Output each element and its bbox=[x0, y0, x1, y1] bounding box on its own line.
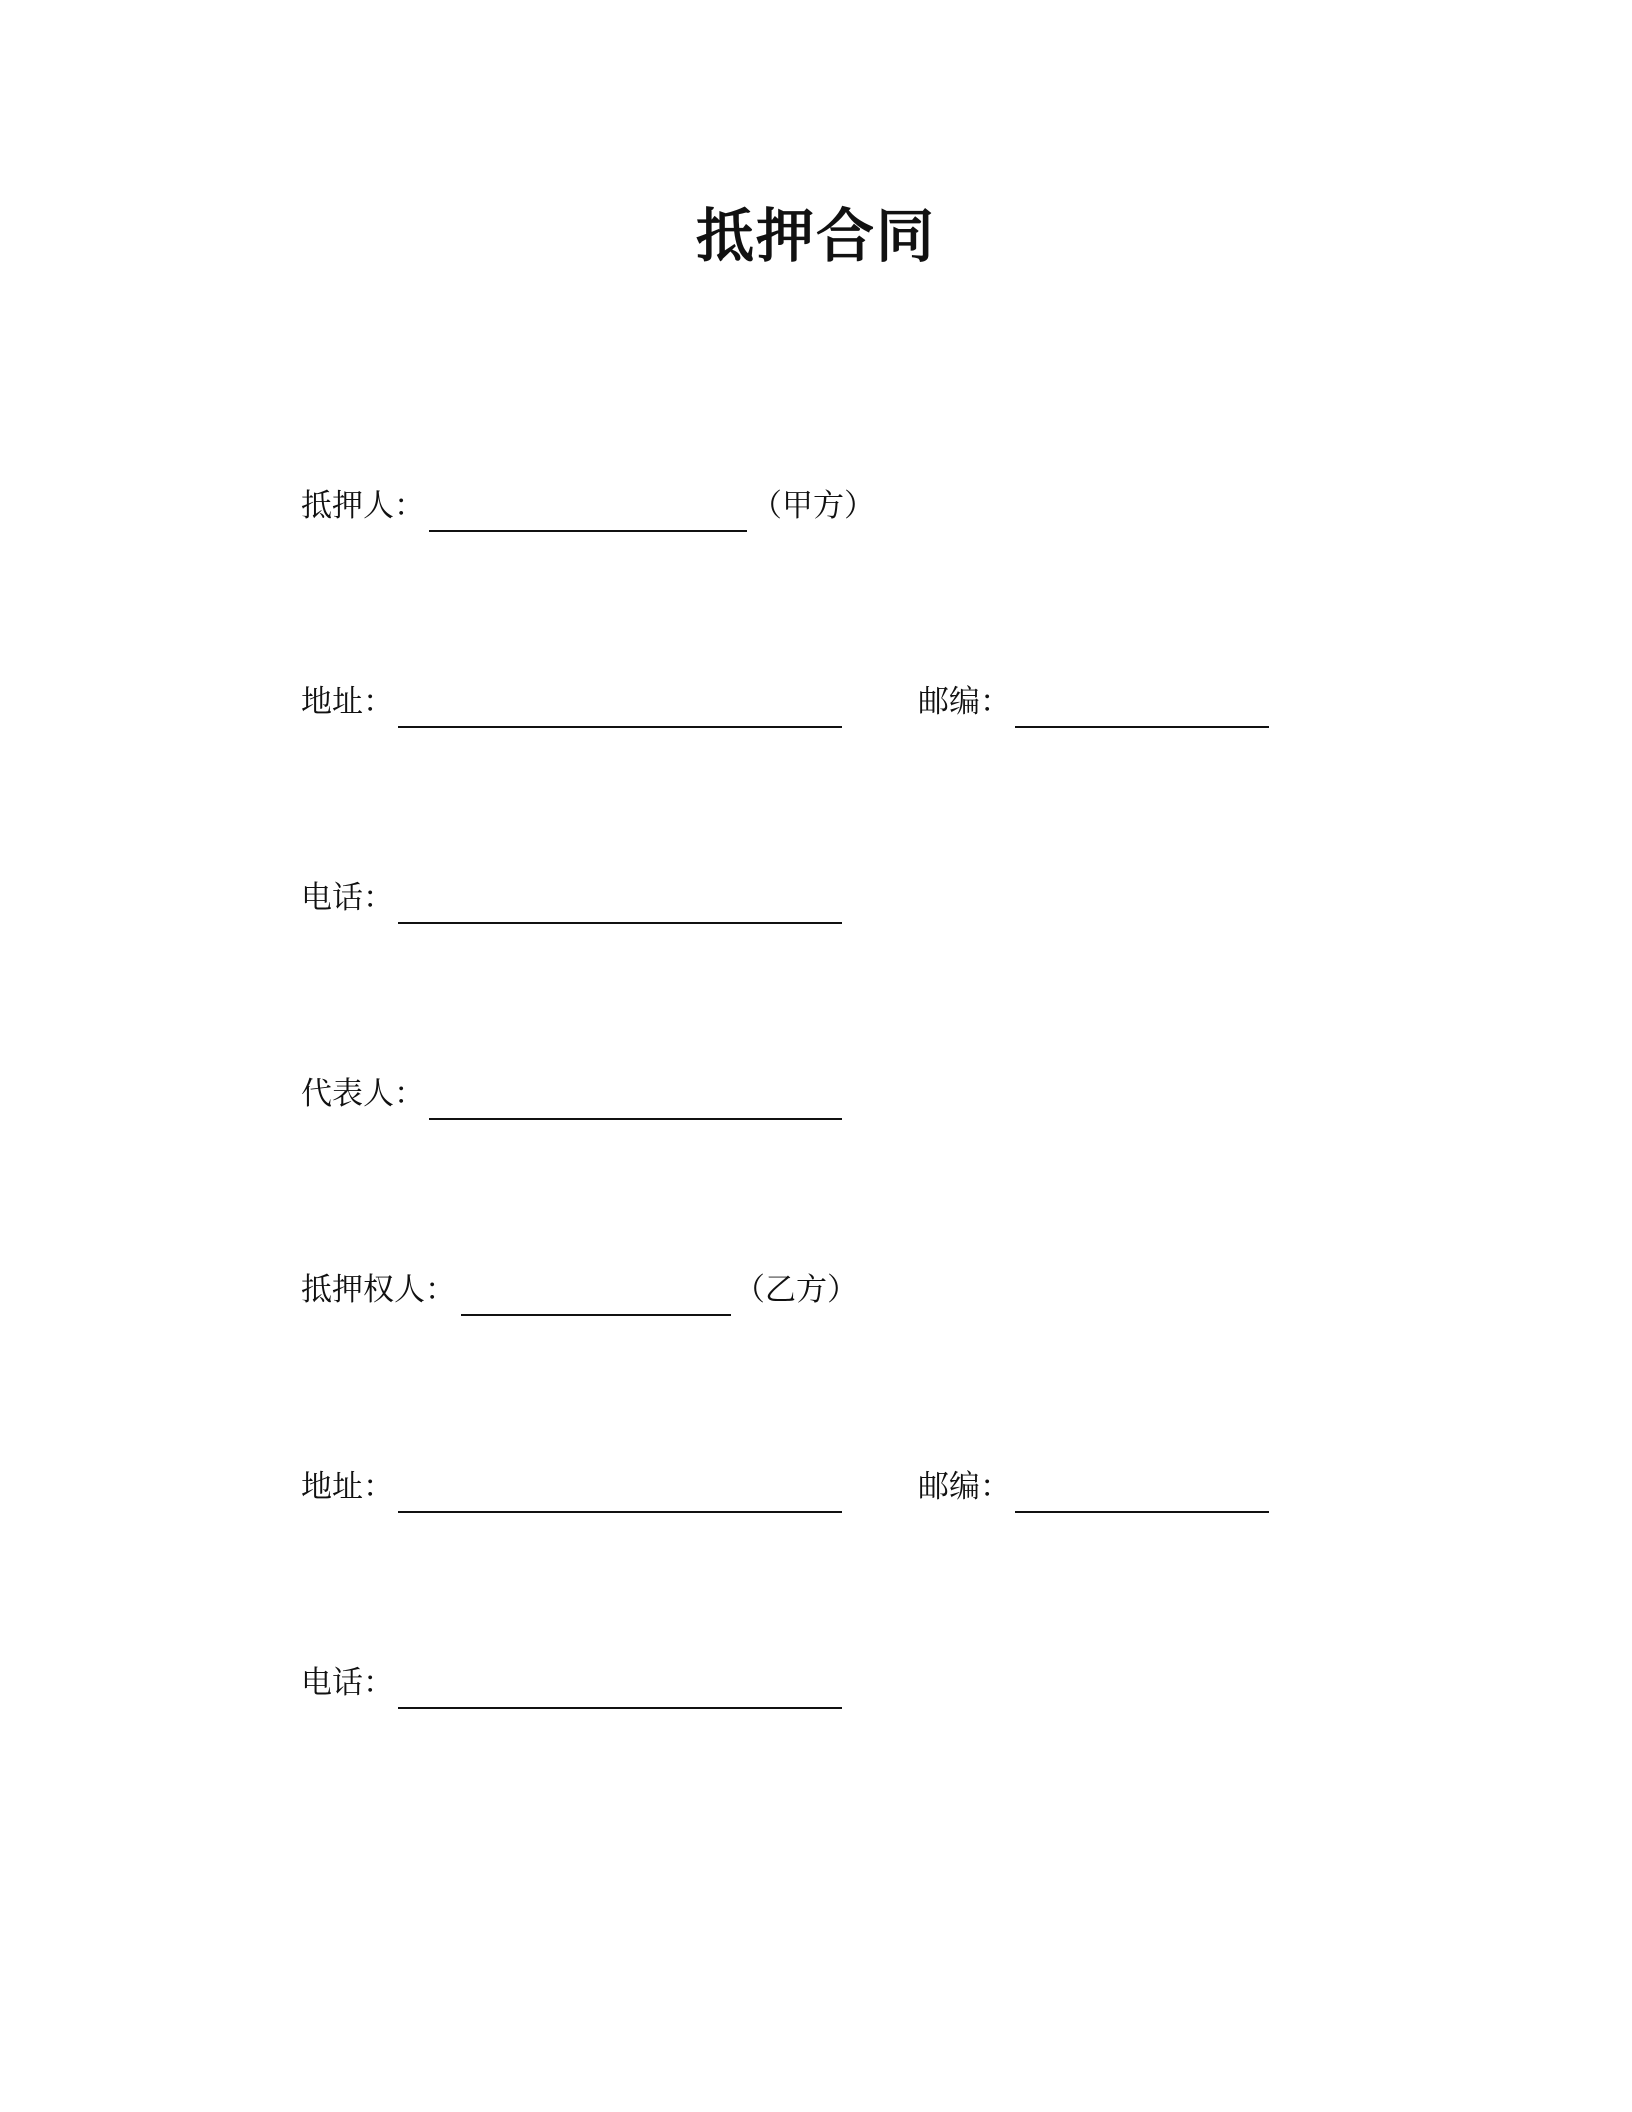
mortgagee-row bbox=[301, 1264, 901, 1316]
party-b-phone-row bbox=[301, 1657, 901, 1709]
party-a-postcode-row bbox=[918, 676, 1278, 728]
party-a-postcode-blank[interactable] bbox=[1015, 726, 1269, 728]
party-a-phone-label: 电话： bbox=[301, 880, 394, 916]
mortgagor-row bbox=[301, 480, 901, 532]
mortgagor-label: 抵押人： bbox=[301, 488, 425, 524]
party-a-phone-blank[interactable] bbox=[398, 922, 842, 924]
party-a-postcode-label: 邮编： bbox=[918, 684, 1011, 720]
party-a-address-label: 地址： bbox=[301, 684, 394, 720]
mortgagor-blank[interactable] bbox=[429, 530, 747, 532]
party-b-phone-blank[interactable] bbox=[398, 1707, 842, 1709]
party-b-tag: （乙方） bbox=[734, 1272, 858, 1308]
mortgagee-label: 抵押权人： bbox=[301, 1272, 456, 1308]
representative-blank[interactable] bbox=[429, 1118, 842, 1120]
party-a-tag: （甲方） bbox=[751, 488, 875, 524]
representative-label: 代表人： bbox=[301, 1076, 425, 1112]
party-a-address-row bbox=[301, 676, 901, 728]
document-title: 抵押合同 bbox=[695, 202, 936, 270]
party-b-address-label: 地址： bbox=[301, 1469, 394, 1505]
party-a-address-blank[interactable] bbox=[398, 726, 842, 728]
representative-row bbox=[301, 1068, 901, 1120]
party-b-address-blank[interactable] bbox=[398, 1511, 842, 1513]
party-b-postcode-row bbox=[918, 1461, 1278, 1513]
party-b-postcode-label: 邮编： bbox=[918, 1469, 1011, 1505]
party-b-postcode-blank[interactable] bbox=[1015, 1511, 1269, 1513]
party-b-phone-label: 电话： bbox=[301, 1665, 394, 1701]
party-a-phone-row bbox=[301, 872, 901, 924]
mortgagee-blank[interactable] bbox=[461, 1314, 731, 1316]
party-b-address-row bbox=[301, 1461, 901, 1513]
